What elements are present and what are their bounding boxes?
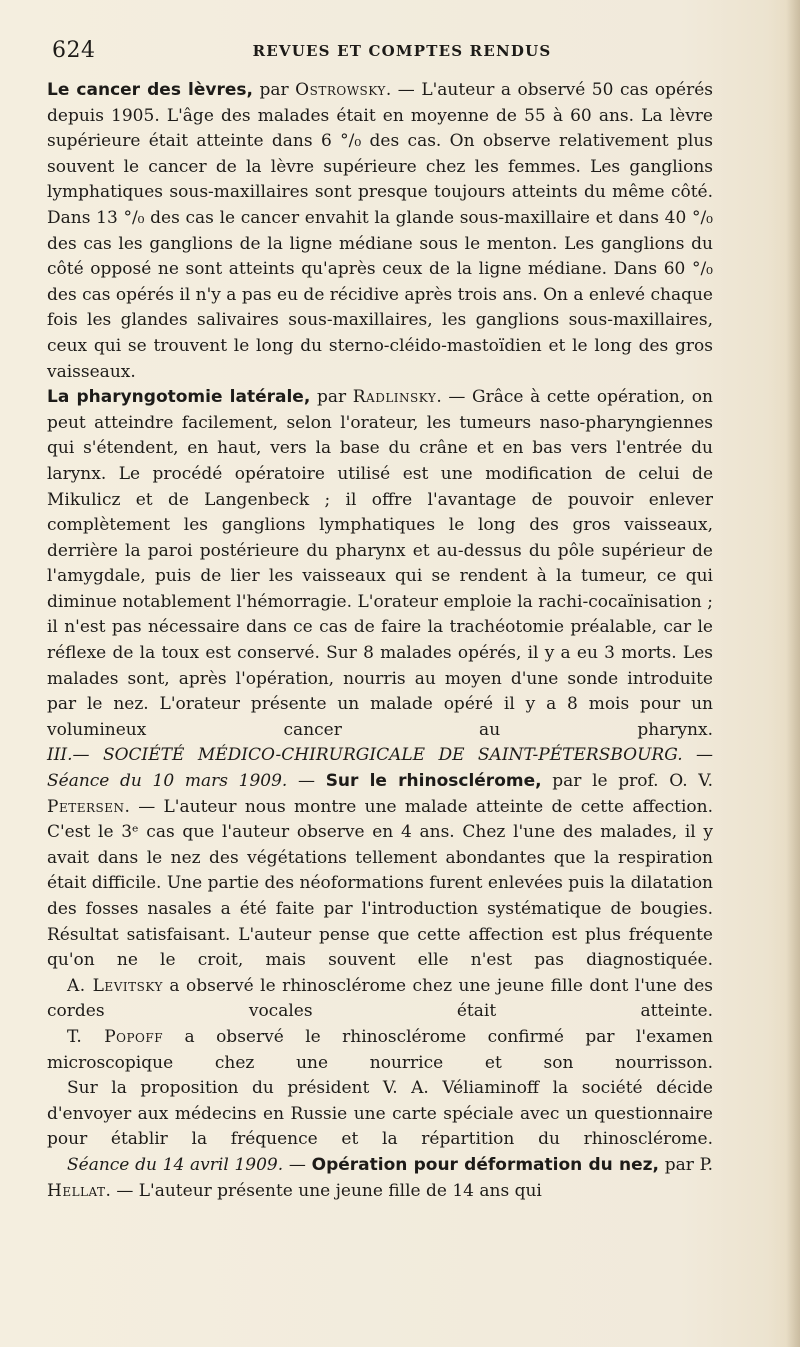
- paragraph-body: a observé le rhinosclérome confirmé par l'examen microscopique chez une nourrice et son nourrisson.: [47, 1026, 713, 1073]
- paragraph-body: . — L'auteur présente une jeune fille de 14 ans qui: [105, 1180, 542, 1201]
- session-date: — Séance du 10 mars 1909.: [47, 745, 713, 792]
- article-text: [47, 78, 713, 1204]
- author-name: Petersen: [47, 796, 125, 817]
- author-name: A. Levitsky: [67, 975, 163, 996]
- article-title: Sur le rhinosclérome,: [325, 771, 542, 792]
- section-heading: III.— SOCIÉTÉ MÉDICO-CHIRURGICALE DE SAINT-PÉTERSBOURG.: [47, 745, 683, 766]
- paragraph-rhinoscleroma: [47, 743, 713, 973]
- paragraph-pharyngotomy: [47, 385, 713, 743]
- running-head: REVUES ET COMPTES RENDUS: [252, 42, 552, 60]
- paragraph-body: . — L'auteur nous montre une malade atteinte de cette affection. C'est le 3ᵉ cas que l'auteur observe en 4 ans. Chez l'une des malades, il y avait dans le nez des végétations tellement abondantes que la respiration était difficile. Une partie des néoformations furent enlevées puis la dilatation des fosses nasales a été faite par l'introduction systématique de bougies. Résultat satisfaisant. L'auteur pense que cette affection est plus fréquente qu'on ne le croit, mais souvent elle n'est pas diagnostiquée.: [47, 796, 713, 971]
- author-name: T. Popoff: [67, 1026, 164, 1047]
- paragraph-body: a observé le rhinosclérome chez une jeune fille dont l'une des cordes vocales était atteinte.: [47, 975, 713, 1022]
- byline: par P.: [659, 1154, 714, 1175]
- paragraph-nose-operation: [47, 1153, 713, 1204]
- paragraph-body: . — Grâce à cette opération, on peut atteindre facilement, selon l'orateur, les tumeurs naso-pharyngiennes qui s'étendent, en haut, vers la base du crâne et en bas vers l'entrée du larynx. Le procédé opératoire utilisé est une modification de celui de Mikulicz et de Langenbeck ; il offre l'avantage de pouvoir enlever complètement les ganglions lymphatiques le long des gros vaisseaux, derrière la paroi postérieure du pharynx et au-dessus du pôle supérieur de l'amygdale, puis de lier les vaisseaux qui se rendent à la tumeur, ce qui diminue notablement l'hémorragie. L'orateur emploie la rachi-cocaïnisation ; il n'est pas nécessaire dans ce cas de faire la trachéotomie préalable, car le réflexe de la toux est conservé. Sur 8 malades opérés, il y a eu 3 morts. Les malades sont, après l'opération, nourris au moyen d'une sonde introduite par le nez. L'orateur présente un malade opéré il y a 8 mois pour un volumineux cancer au pharynx.: [47, 387, 713, 740]
- paragraph-popoff: [47, 1025, 713, 1076]
- author-name: Radlinsky: [352, 387, 437, 408]
- author-name: Ostrowsky: [295, 80, 386, 100]
- paragraph-levitsky: [47, 974, 713, 1025]
- page-edge-shadow: [786, 0, 800, 1347]
- paragraph-lip-cancer: [47, 78, 713, 385]
- article-title: Le cancer des lèvres,: [47, 80, 253, 100]
- author-name: Hellat: [47, 1180, 106, 1201]
- article-title: La pharyngotomie latérale,: [47, 387, 311, 408]
- paragraph-body: Sur la proposition du président V. A. Véliaminoff la société décide d'envoyer aux médecins en Russie une carte spéciale avec un questionnaire pour établir la fréquence et la répartition du rhinosclérome.: [47, 1078, 713, 1150]
- page-header: [52, 38, 752, 70]
- byline: par: [252, 80, 296, 100]
- page-number: 624: [52, 38, 96, 63]
- dash: —: [283, 1154, 312, 1175]
- paragraph-body: . — L'auteur a observé 50 cas opérés depuis 1905. L'âge des malades était en moyenne de 55 à 60 ans. La lèvre supérieure était atteinte dans 6 °/₀ des cas. On observe relativement plus souvent le cancer de la lèvre supérieure chez les femmes. Les ganglions lymphatiques sous-maxillaires sont presque toujours atteints du même côté. Dans 13 °/₀ des cas le cancer envahit la glande sous-maxillaire et dans 40 °/₀ des cas les ganglions de la ligne médiane sous le menton. Les ganglions du côté opposé ne sont atteints qu'après ceux de la ligne médiane. Dans 60 °/₀ des cas opérés il n'y a pas eu de récidive après trois ans. On a enlevé chaque fois les glandes salivaires sous-maxillaires, les ganglions sous-maxillaires, ceux qui se trouvent le long du sterno-cléido-mastoïdien et le long des gros vaisseaux.: [47, 80, 713, 382]
- article-title: Opération pour déformation du nez,: [311, 1154, 660, 1175]
- byline: par le prof. O. V.: [541, 771, 713, 792]
- dash: —: [287, 771, 326, 792]
- paragraph-proposition: [47, 1076, 713, 1153]
- session-date: Séance du 14 avril 1909.: [67, 1154, 284, 1175]
- byline: par: [310, 387, 353, 408]
